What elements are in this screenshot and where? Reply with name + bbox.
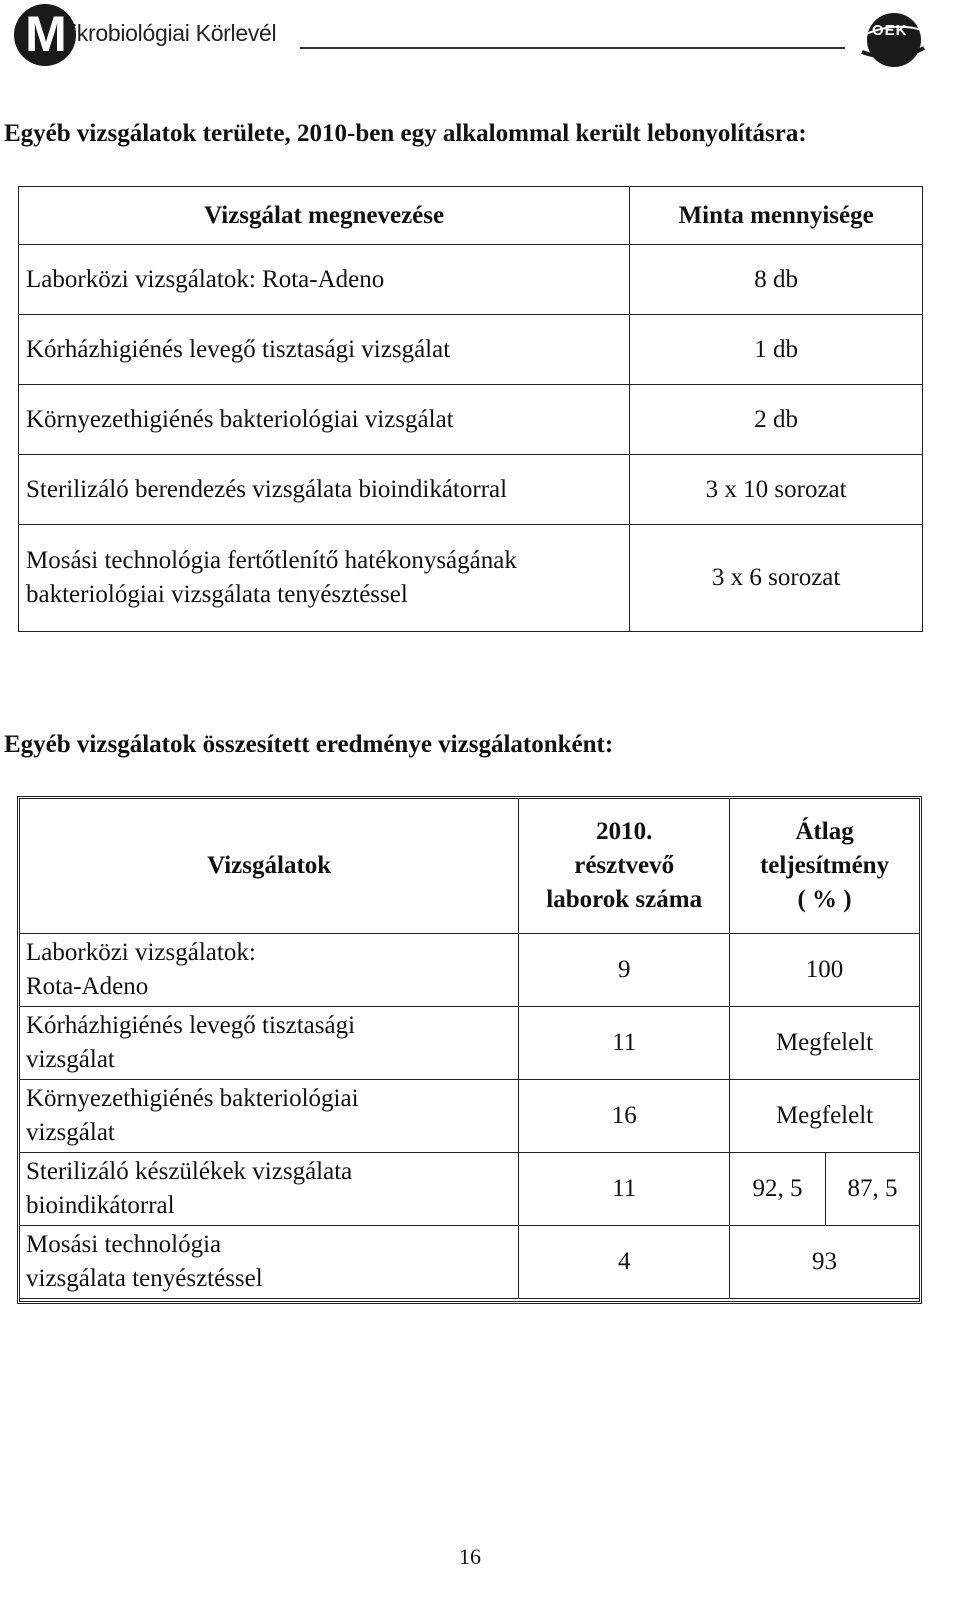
row-result: Megfelelt [730,1080,920,1153]
page-number: 16 [459,1544,481,1569]
row-quantity: 1 db [630,315,923,385]
table-row [20,1007,920,1080]
row-quantity: 3 x 6 sorozat [630,525,923,632]
table-row [19,245,923,315]
table-row [19,385,923,455]
row-result-a: 92, 5 [730,1153,826,1226]
header-line: teljesítmény [759,852,890,879]
row-name-line: Környezethigiénés bakteriológiai [26,1085,359,1112]
column-header-performance [730,799,920,934]
logo-letter: M [25,6,65,62]
row-name: Sterilizáló berendezés vizsgálata bioindikátorral [19,455,630,525]
row-name-line: Laborközi vizsgálatok: [26,939,256,966]
column-header-name: Vizsgálat megnevezése [19,187,630,245]
row-name-line: vizsgálat [26,1119,115,1146]
row-labs: 4 [519,1226,730,1299]
results-table [19,798,920,1299]
header-line: 2010. [596,818,653,845]
row-name: Laborközi vizsgálatok: Rota-Adeno [19,245,630,315]
table-row [19,455,923,525]
column-header-tests: Vizsgálatok [20,799,519,934]
row-test-name [20,1007,519,1080]
row-name [19,525,630,632]
row-name-line: Mosási technológia fertőtlenítő hatékonyságának [26,547,517,574]
section1-heading: Egyéb vizsgálatok területe, 2010-ben egy alkalommal került lebonyolításra: [4,120,807,147]
row-name-line: bakteriológiai vizsgálata tenyésztéssel [26,581,408,608]
table-row [19,525,923,632]
header-line: résztvevő [574,852,675,879]
oek-logo-icon [856,12,926,68]
header-line: Átlag [795,818,854,845]
row-name: Környezethigiénés bakteriológiai vizsgálat [19,385,630,455]
row-test-name [20,1226,519,1299]
row-labs: 9 [519,934,730,1007]
column-header-quantity: Minta mennyisége [630,187,923,245]
row-name-line: Rota-Adeno [26,973,149,1000]
row-quantity: 8 db [630,245,923,315]
header-divider [300,47,845,49]
sample-table [18,186,923,632]
row-test-name [20,1153,519,1226]
row-labs: 11 [519,1007,730,1080]
table-row [19,315,923,385]
row-labs: 16 [519,1080,730,1153]
row-result: 93 [730,1226,920,1299]
table-row [20,934,920,1007]
table-row [20,1226,920,1299]
row-test-name [20,934,519,1007]
table-header-row [20,799,920,934]
section2-heading: Egyéb vizsgálatok összesített eredménye vizsgálatonként: [4,731,614,758]
row-name-line: Kórházhigiénés levegő tisztasági [26,1012,356,1039]
row-name-line: Mosási technológia [26,1231,222,1258]
header-line: laborok száma [546,886,703,913]
logo-text: ikrobiológiai Körlevél [72,20,277,46]
row-result-b: 87, 5 [826,1153,920,1226]
page-header [0,0,960,80]
row-name: Kórházhigiénés levegő tisztasági vizsgálat [19,315,630,385]
row-test-name [20,1080,519,1153]
column-header-labs [519,799,730,934]
row-name-line: vizsgálata tenyésztéssel [26,1265,263,1292]
table-header-row [19,187,923,245]
oek-logo-text: OEK [872,22,908,39]
header-line: ( % ) [797,886,852,913]
row-labs: 11 [519,1153,730,1226]
row-quantity: 3 x 10 sorozat [630,455,923,525]
row-quantity: 2 db [630,385,923,455]
row-name-line: Sterilizáló készülékek vizsgálata [26,1158,353,1185]
table-row [20,1153,920,1226]
table-row [20,1080,920,1153]
row-name-line: vizsgálat [26,1046,115,1073]
row-result: Megfelelt [730,1007,920,1080]
row-name-line: bioindikátorral [26,1192,175,1219]
row-result: 100 [730,934,920,1007]
